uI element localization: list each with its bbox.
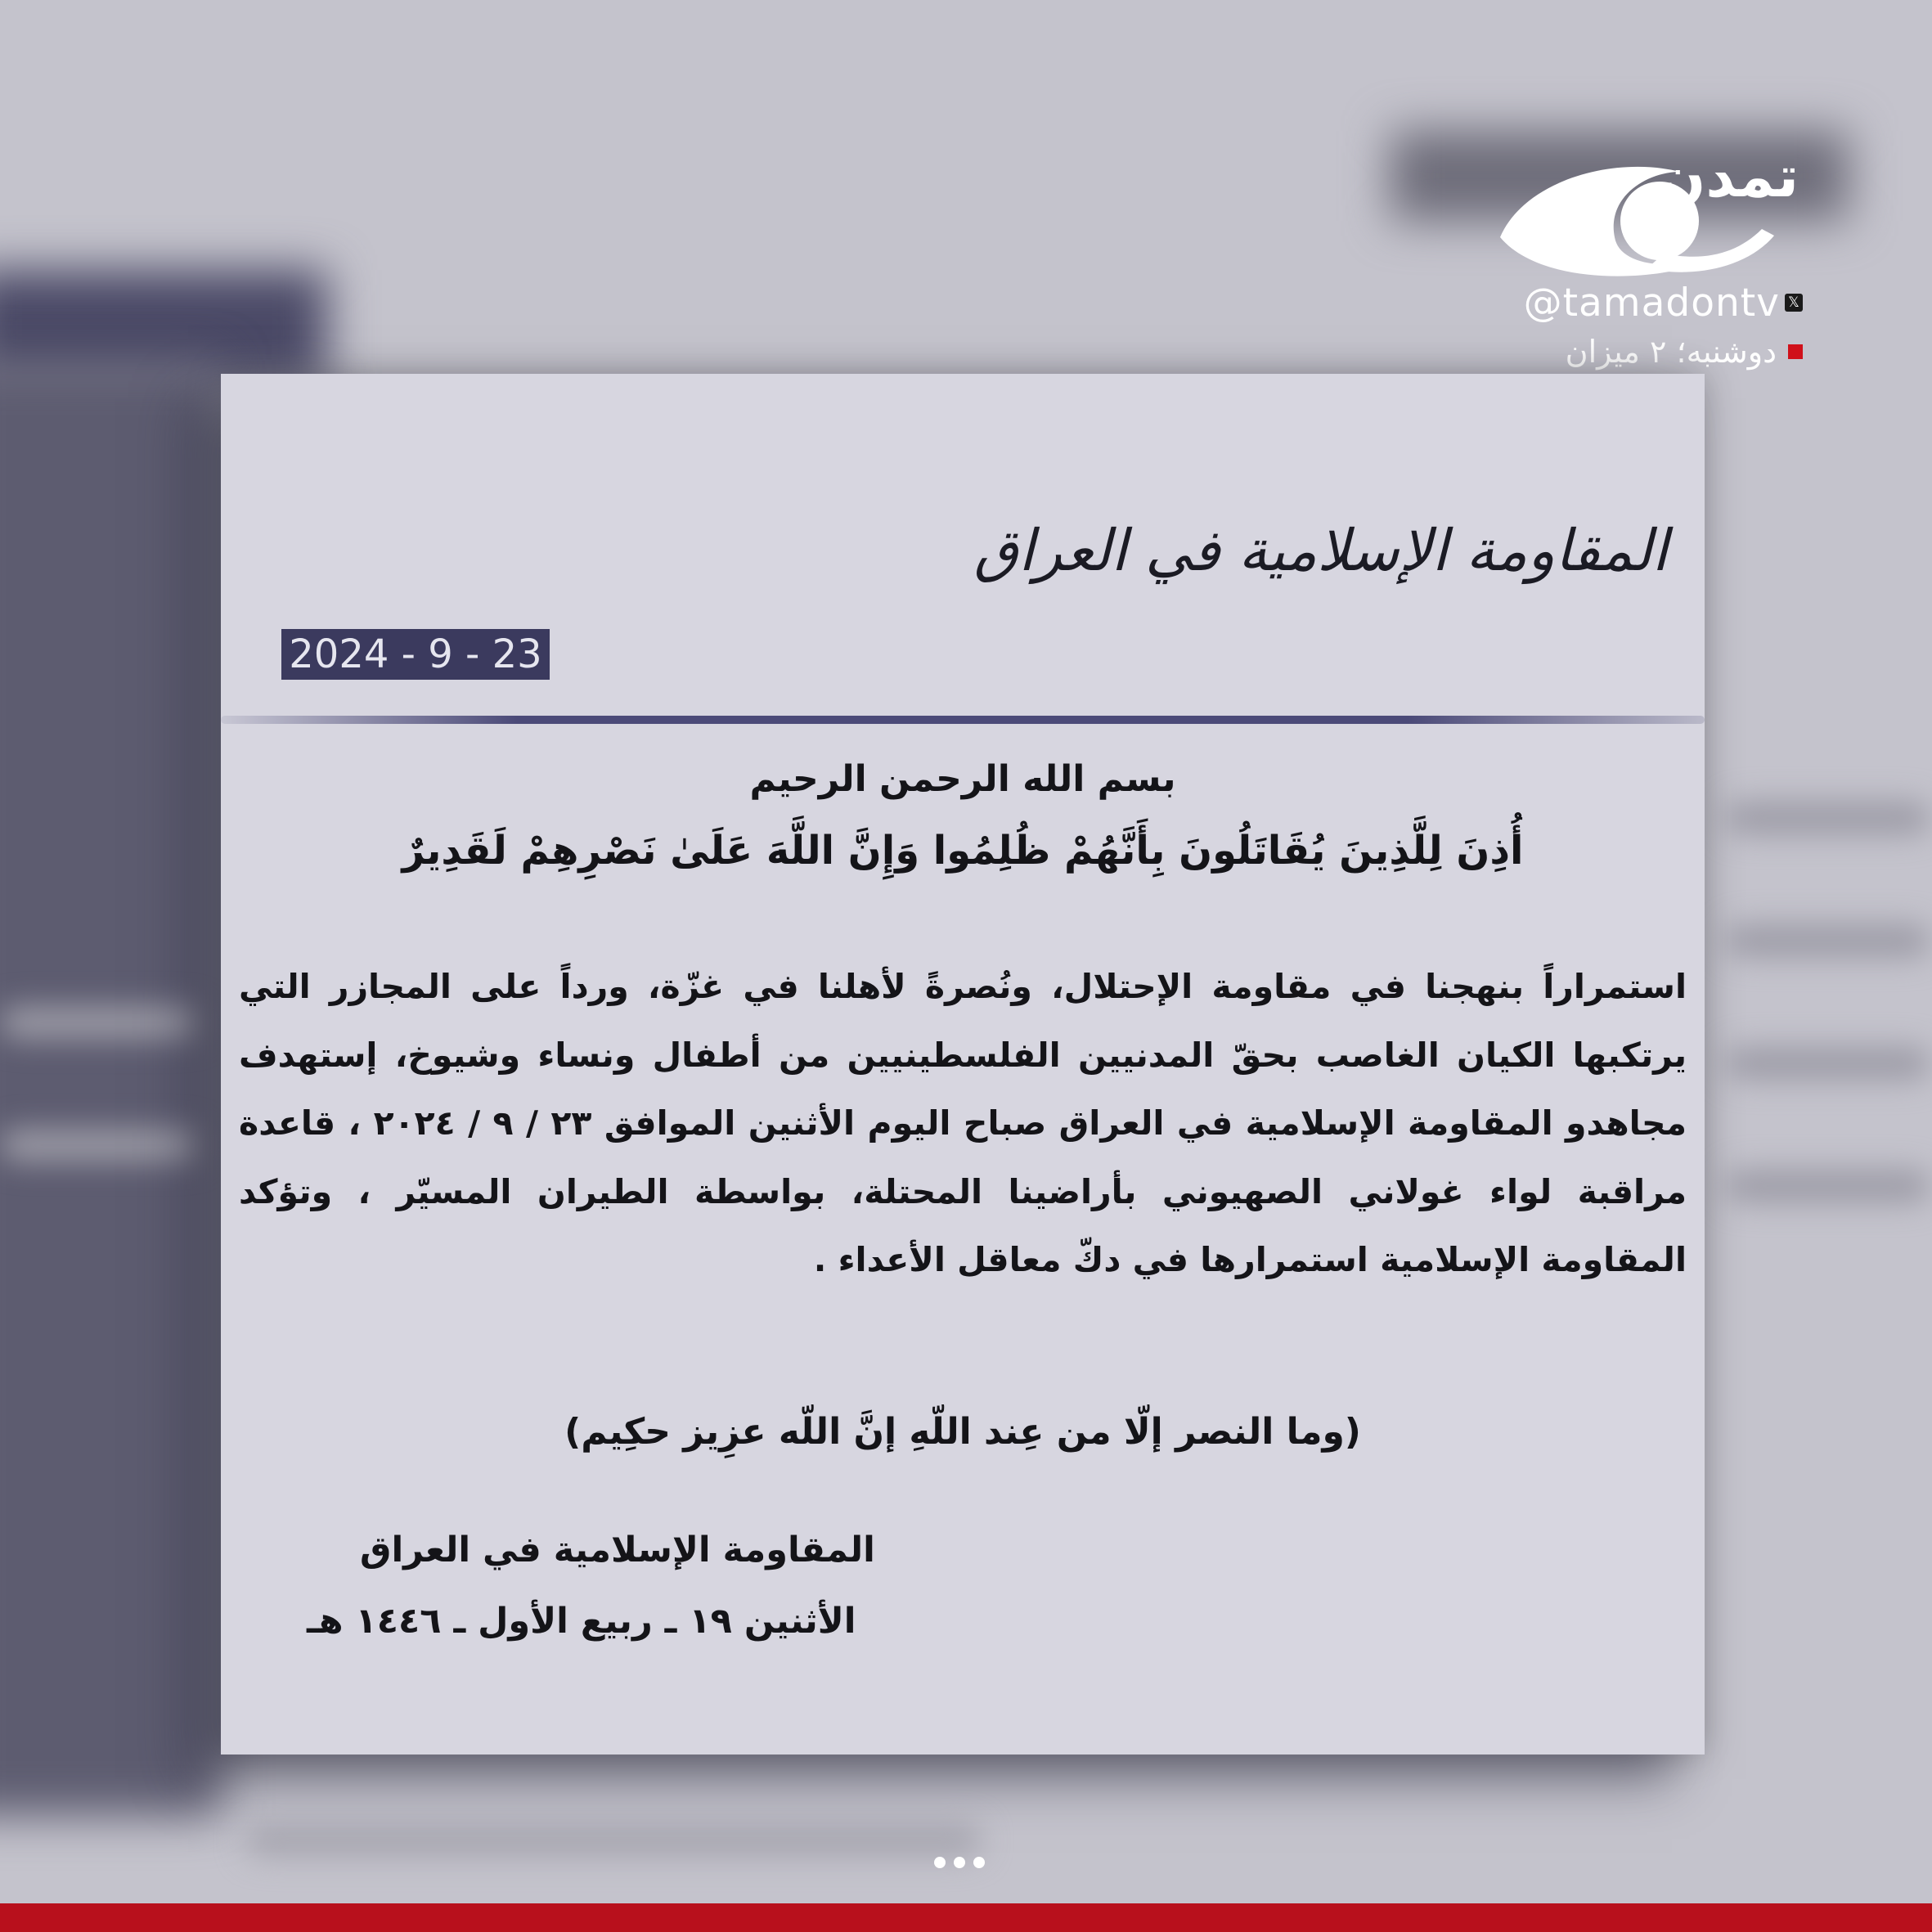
org-header: المقاومة الإسلامية في العراق bbox=[973, 517, 1668, 584]
handle-row bbox=[1523, 280, 1803, 326]
svg-text:تمدن: تمدن bbox=[1656, 143, 1799, 210]
bg-blur-line bbox=[1726, 924, 1930, 957]
red-square-icon bbox=[1788, 344, 1803, 359]
carousel-dot[interactable] bbox=[934, 1857, 946, 1868]
carousel-dot[interactable] bbox=[954, 1857, 965, 1868]
bg-shadow-left bbox=[0, 360, 221, 1816]
bottom-accent-bar bbox=[0, 1903, 1932, 1932]
statement-document bbox=[221, 374, 1705, 1755]
tamadon-logo-icon bbox=[1492, 139, 1803, 278]
header-divider bbox=[221, 716, 1705, 724]
basmala: بسم الله الرحمن الرحيم bbox=[749, 758, 1176, 800]
closing-verse: (وما النصر إلّا من عِند اللّهِ إنَّ اللّه عزِيز حكِيم) bbox=[564, 1411, 1361, 1453]
channel-branding bbox=[1492, 139, 1803, 376]
x-logo-icon: 𝕏 bbox=[1785, 294, 1803, 312]
bg-blur-line bbox=[245, 1824, 982, 1857]
bg-blur-line bbox=[0, 1006, 204, 1039]
carousel-dot[interactable] bbox=[973, 1857, 985, 1868]
broadcast-date-row bbox=[1566, 331, 1803, 372]
bg-blur-line bbox=[1726, 1170, 1930, 1202]
broadcast-date: دوشنبه؛ ۲ میزان bbox=[1565, 334, 1777, 370]
bg-blur-line bbox=[0, 1129, 204, 1161]
signature: المقاومة الإسلامية في العراق bbox=[360, 1530, 875, 1570]
carousel-dots[interactable] bbox=[934, 1857, 985, 1868]
quran-verse: أُذِنَ لِلَّذِينَ يُقَاتَلُونَ بِأَنَّهُمْ ظُلِمُوا وَإِنَّ اللَّهَ عَلَىٰ نَصْرِهِمْ لَقَدِيرٌ bbox=[402, 828, 1524, 874]
statement-body: استمراراً بنهجنا في مقاومة الإحتلال، ونُصرةً لأهلنا في غزّة، ورداً على المجازر التي يرتكبها الكيان الغاصب بحقّ المدنيين الفلسطينيين من أطفال ونساء وشيوخ، إستهدف مجاهدو المقاومة الإسلامية في العراق صباح اليوم الأثنين الموافق ٢٣ / ٩ / ٢٠٢٤ ، قاعدة مراقبة لواء غولاني الصهيوني بأراضينا المحتلة، بواسطة الطيران المسيّر ، وتؤكد المقاومة الإسلامية استمرارها في دكّ معاقل الأعداء . bbox=[239, 967, 1687, 1279]
bg-blur-line bbox=[1726, 1047, 1930, 1080]
date-badge: 2024 - 9 - 23 bbox=[281, 629, 550, 680]
channel-handle: @tamadontv bbox=[1523, 280, 1780, 326]
bg-blur-line bbox=[1726, 802, 1930, 834]
hijri-date: الأثنين ١٩ ـ ربيع الأول ـ ١٤٤٦ هـ bbox=[307, 1601, 856, 1642]
